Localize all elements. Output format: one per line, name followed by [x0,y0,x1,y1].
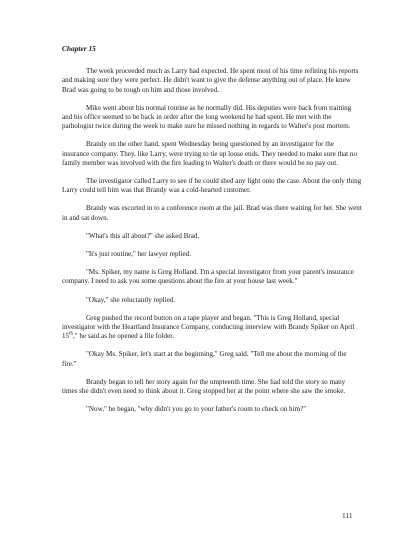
paragraph: "What's this all about?" she asked Brad. [86,231,200,240]
page-content [62,44,362,423]
chapter-heading: Chapter 15 [62,44,96,53]
paragraph: The investigator called Larry to see if he could shed any light onto the case. About the only thing Larry could tell him was that Brandy was a cold-hearted customer. [62,177,362,195]
paragraph: Mike went about his normal routine as he normally did. His deputies were back from training and his office seemed to be back in order after the long weekend he had spent. He met with the pathologist twice during the week to make sure he missed nothing in regards to Walter's post mortem. [62,103,352,131]
paragraph: "Ms. Spiker, my name is Greg Holland. I'm a special investigator from your parent's insurance company. I need to ask you some questions about the fire at your house last week." [62,268,354,286]
paragraph: "It's just routine," her lawyer replied. [86,250,191,259]
paragraph: "Now," he began, "why didn't you go to your father's room to check on him?" [86,405,307,414]
paragraph: The week proceeded much as Larry had expected. He spent most of his time refining his reports and making sure they were perfect. He didn't want to give the defense anything out of place. He knew Brad was going to be tough on him and those involved. [62,67,359,94]
page-number: 111 [342,511,353,520]
paragraph: Brandy was escorted in to a conference room at the jail. Brad was there waiting for her. She went in and sat down. [62,204,362,222]
paragraph: Brandy on the other hand, spent Wednesday being questioned by an investigator for the insurance company. They, like Larry, were trying to tie up loose ends. They needed to make sure that no family member was involved with the fire leading to Walter's death or there would be no pay out. [62,140,358,167]
paragraph: Greg pushed the record button on a tape player and began. "This is Greg Holland, special investigator with the Heartland Insurance Company, conducting interview with Brandy Spiker on April 15th," he said as he opened a file folder. [62,313,355,341]
paragraph: "Okay Ms. Spiker, let's start at the beginning," Greg said. "Tell me about the morning of the fire." [62,350,347,368]
paragraph: "Okay," she reluctantly replied. [86,295,176,304]
paragraph: Brandy began to tell her story again for the umpteenth time. She had told the story so many times she didn't even need to think about it. Greg stopped her at the point where she saw the smoke. [62,377,346,396]
